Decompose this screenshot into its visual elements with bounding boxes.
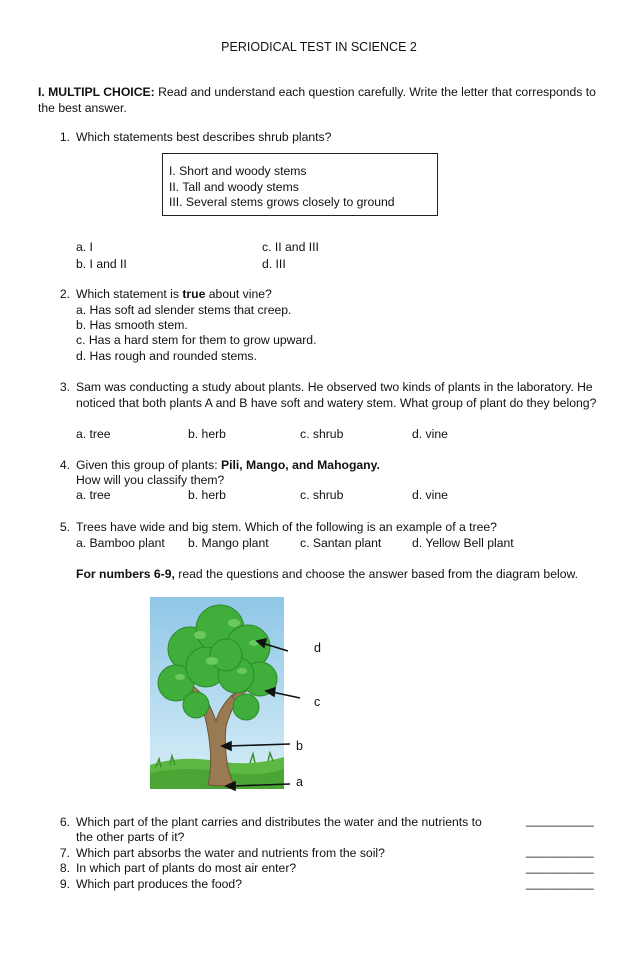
question-number: 2. xyxy=(59,287,70,301)
question-number: 9. xyxy=(59,877,70,891)
instructions-text: Read and understand each question carefully. Write the letter that corresponds to the best answer. xyxy=(38,85,596,115)
q4-text-pre: Given this group of plants: xyxy=(76,458,221,472)
option-d: d. Has rough and rounded stems. xyxy=(76,349,257,363)
statements-box xyxy=(162,153,438,216)
question-2-text xyxy=(76,287,272,302)
section-heading: I. MULTIPL CHOICE: xyxy=(38,85,155,99)
tree-diagram-image xyxy=(150,597,284,789)
answer-blank[interactable]: __________ xyxy=(526,813,594,827)
diagram-intro-text: read the questions and choose the answer based from the diagram below. xyxy=(174,567,578,581)
option-d: d. III xyxy=(262,257,286,271)
question-number: 5. xyxy=(59,520,70,534)
option-b: b. herb xyxy=(188,488,226,502)
option-c: c. shrub xyxy=(300,427,344,441)
option-b: b. Has smooth stem. xyxy=(76,318,188,332)
q2-text-bold: true xyxy=(182,287,206,301)
diagram-label-a: a xyxy=(296,775,303,789)
option-c: c. II and III xyxy=(262,240,319,254)
statement-item: III. Several stems grows closely to ground xyxy=(169,195,395,209)
option-a: a. tree xyxy=(76,427,111,441)
question-7-text: Which part absorbs the water and nutrients from the soil? xyxy=(76,846,385,860)
question-number: 3. xyxy=(59,380,70,394)
answer-blank[interactable]: __________ xyxy=(526,876,594,890)
option-a: a. I xyxy=(76,240,93,254)
option-b: b. herb xyxy=(188,427,226,441)
option-b: b. I and II xyxy=(76,257,127,271)
option-c: c. Santan plant xyxy=(300,536,382,550)
question-number: 6. xyxy=(59,815,70,829)
instructions xyxy=(38,84,608,116)
option-d: d. vine xyxy=(412,427,448,441)
question-6-line2: the other parts of it? xyxy=(76,830,185,844)
question-number: 8. xyxy=(59,861,70,875)
q2-text-pre: Which statement is xyxy=(76,287,183,301)
option-d: d. Yellow Bell plant xyxy=(412,536,514,550)
question-4-line2: How will you classify them? xyxy=(76,473,225,487)
diagram-intro-bold: For numbers 6-9, xyxy=(76,567,175,581)
option-c: c. Has a hard stem for them to grow upward. xyxy=(76,333,317,347)
answer-blank[interactable]: __________ xyxy=(526,844,594,858)
question-number: 7. xyxy=(59,846,70,860)
question-8-text: In which part of plants do most air enter? xyxy=(76,861,297,875)
question-4-text xyxy=(76,458,380,473)
diagram-label-b: b xyxy=(296,739,303,753)
diagram-label-d: d xyxy=(314,641,321,655)
question-number: 1. xyxy=(59,130,70,144)
question-1-text: Which statements best describes shrub plants? xyxy=(76,130,332,144)
question-5-text: Trees have wide and big stem. Which of the following is an example of a tree? xyxy=(76,520,497,534)
page-title: PERIODICAL TEST IN SCIENCE 2 xyxy=(221,40,417,54)
q2-text-post: about vine? xyxy=(205,287,272,301)
question-9-text: Which part produces the food? xyxy=(76,877,242,891)
q4-text-bold: Pili, Mango, and Mahogany. xyxy=(220,458,380,472)
option-a: a. Has soft ad slender stems that creep. xyxy=(76,303,292,317)
option-d: d. vine xyxy=(412,488,448,502)
diagram-instructions xyxy=(76,567,578,582)
option-a: a. Bamboo plant xyxy=(76,536,165,550)
question-3-text: Sam was conducting a study about plants. He observed two kinds of plants in the laboratory. He noticed that both plants A and B have soft and watery stem. What group of plant do they belong? xyxy=(76,380,597,410)
option-c: c. shrub xyxy=(300,488,344,502)
question-6-text: Which part of the plant carries and distributes the water and the nutrients to xyxy=(76,815,482,829)
statement-item: I. Short and woody stems xyxy=(169,164,307,178)
diagram-label-c: c xyxy=(314,695,321,709)
option-a: a. tree xyxy=(76,488,111,502)
answer-blank[interactable]: __________ xyxy=(526,860,594,874)
statement-item: II. Tall and woody stems xyxy=(169,179,299,194)
option-b: b. Mango plant xyxy=(188,536,269,550)
question-number: 4. xyxy=(59,458,70,472)
